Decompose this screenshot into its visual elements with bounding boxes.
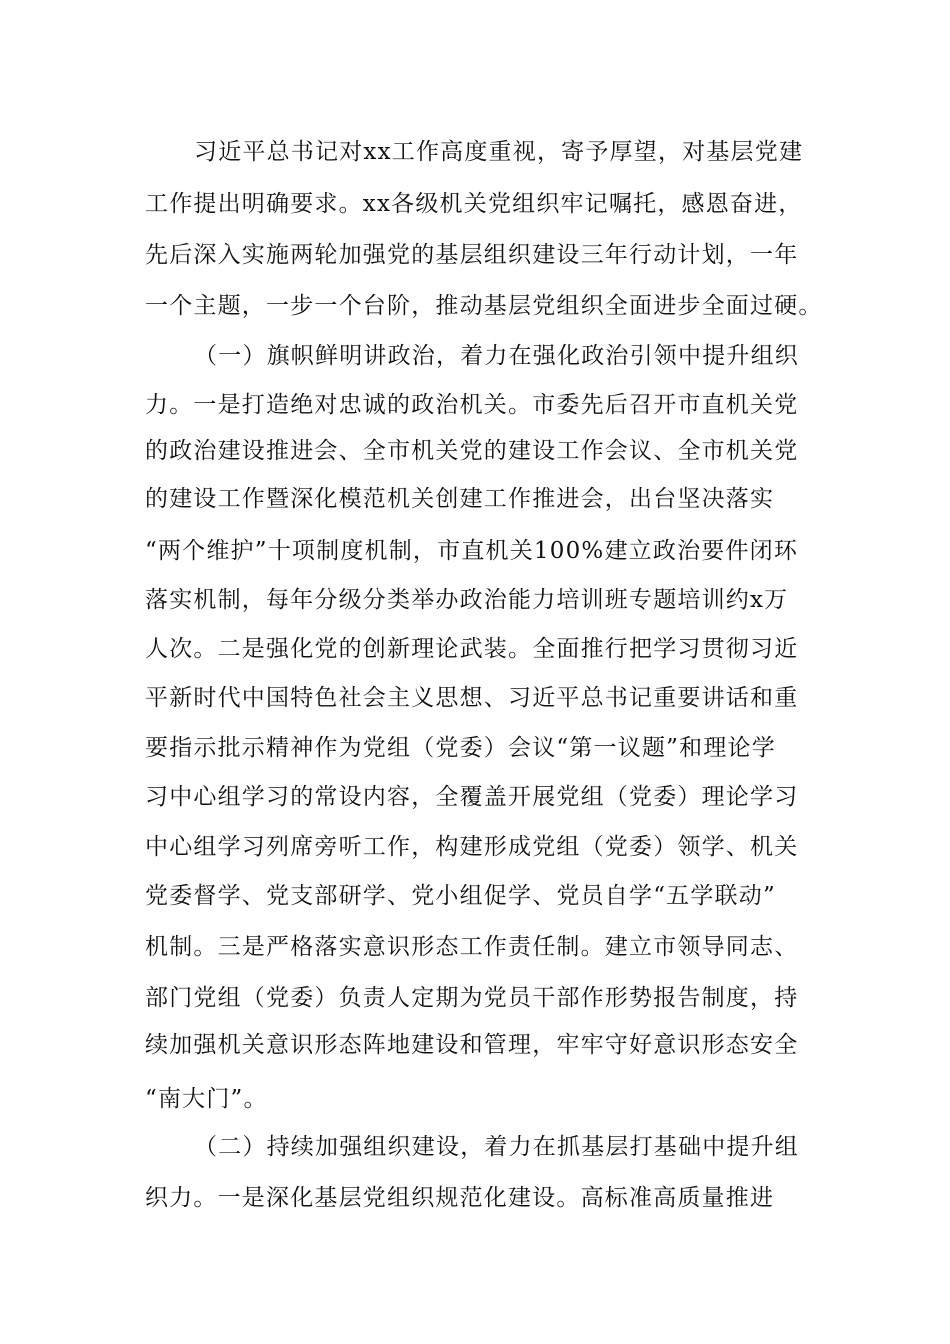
text-line-5: （一）旗帜鲜明讲政治，着力在强化政治引领中提升组织: [194, 343, 799, 369]
text-line-16: 党委督学、党支部研学、党小组促学、党员自学“五学联动”: [145, 883, 776, 909]
text-line-11: 人次。二是强化党的创新理论武装。全面推行把学习贯彻习近: [145, 636, 799, 662]
text-line-14: 习中心组学习的常设内容，全覆盖开展党组（党委）理论学习: [145, 784, 799, 810]
text-line-22: 织力。一是深化基层党组织规范化建设。高标准高质量推进: [145, 1185, 775, 1211]
text-line-21: （二）持续加强组织建设，着力在抓基层打基础中提升组: [194, 1134, 799, 1160]
text-line-10: 落实机制，每年分级分类举办政治能力培训班专题培训约x万: [145, 587, 789, 613]
text-line-19: 续加强机关意识形态阵地建设和管理，牢牢守好意识形态安全: [145, 1032, 799, 1058]
text-line-15: 中心组学习列席旁听工作，构建形成党组（党委）领学、机关: [145, 834, 799, 860]
text-line-6: 力。一是打造绝对忠诚的政治机关。市委先后召开市直机关党: [145, 392, 799, 418]
text-line-7: 的政治建设推进会、全市机关党的建设工作会议、全市机关党: [145, 438, 799, 464]
text-line-4: 一个主题，一步一个台阶，推动基层党组织全面进步全面过硬。: [145, 293, 823, 319]
text-line-1: 习近平总书记对xx工作高度重视，寄予厚望，对基层党建: [194, 139, 804, 165]
text-line-2: 工作提出明确要求。xx各级机关党组织牢记嘱托，感恩奋进，: [145, 191, 803, 217]
text-line-9: “两个维护”十项制度机制，市直机关100%建立政治要件闭环: [145, 538, 799, 564]
text-line-13: 要指示批示精神作为党组（党委）会议“第一议题”和理论学: [145, 735, 776, 761]
text-line-8: 的建设工作暨深化模范机关创建工作推进会，出台坚决落实: [145, 486, 775, 512]
text-line-18: 部门党组（党委）负责人定期为党员干部作形势报告制度，持: [145, 985, 799, 1011]
text-line-3: 先后深入实施两轮加强党的基层组织建设三年行动计划，一年: [145, 242, 799, 268]
text-line-20: “南大门”。: [145, 1086, 268, 1112]
text-line-17: 机制。三是严格落实意识形态工作责任制。建立市领导同志、: [145, 934, 799, 960]
text-line-12: 平新时代中国特色社会主义思想、习近平总书记重要讲话和重: [145, 685, 799, 711]
